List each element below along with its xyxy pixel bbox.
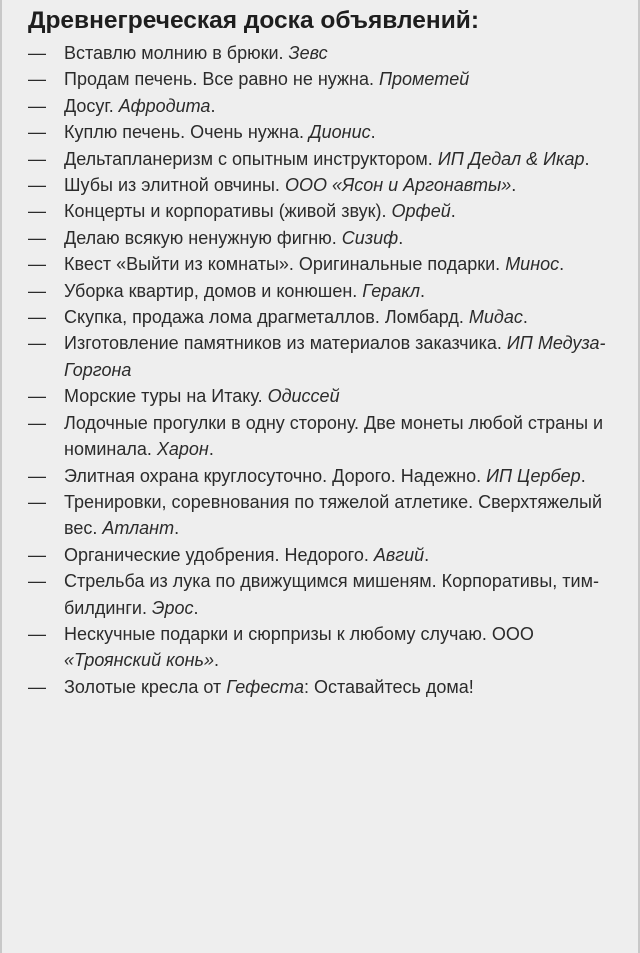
dash-bullet: — <box>28 676 46 697</box>
ad-tail: . <box>398 227 404 248</box>
ad-author: Орфей <box>391 201 451 222</box>
ad-item <box>28 198 632 224</box>
ad-author: «Троянский конь» <box>64 650 214 671</box>
ad-tail: . <box>584 148 590 169</box>
ad-text: Скупка, продажа лома драгметаллов. Ломбард. <box>64 307 464 328</box>
ad-tail: . <box>370 122 376 143</box>
ad-item <box>28 304 632 330</box>
ad-tail: . <box>210 95 216 116</box>
ad-item <box>28 621 632 674</box>
ad-tail: . <box>193 597 199 618</box>
dash-bullet: — <box>28 122 46 143</box>
ad-author: Сизиф <box>341 227 399 248</box>
ad-text: Продам печень. Все равно не нужна. <box>64 69 374 90</box>
ad-tail: . <box>559 254 565 275</box>
ad-item <box>28 568 632 621</box>
ad-author: Авгий <box>373 544 425 565</box>
dash-bullet: — <box>28 201 46 222</box>
dash-bullet: — <box>28 280 46 301</box>
dash-bullet: — <box>28 571 46 592</box>
ad-author: Гефеста <box>226 676 304 697</box>
ad-item <box>28 383 632 409</box>
ad-author: Прометей <box>378 69 470 90</box>
ad-tail: : Оставайтесь дома! <box>303 676 474 697</box>
ad-text: Нескучные подарки и сюрпризы к любому случаю. ООО <box>64 623 534 644</box>
ad-author: ИП Цербер <box>486 465 581 486</box>
ad-text: Вставлю молнию в брюки. <box>64 43 284 63</box>
ad-tail: . <box>419 280 425 301</box>
ad-author: Афродита <box>118 95 211 116</box>
dash-bullet: — <box>28 43 46 63</box>
ad-text: Стрельба из лука по движущимся мишеням. Корпоративы, тим-билдинги. <box>64 571 599 618</box>
ad-author: Геракл <box>362 280 420 301</box>
ad-text: Элитная охрана круглосуточно. Дорого. Надежно. <box>64 465 482 486</box>
ad-item <box>28 40 632 66</box>
ad-author: Дионис <box>308 122 371 143</box>
dash-bullet: — <box>28 544 46 565</box>
ad-tail: . <box>580 465 586 486</box>
ad-item <box>28 330 632 383</box>
ad-text: Морские туры на Итаку. <box>64 386 263 407</box>
ad-item <box>28 674 632 700</box>
ad-tail: . <box>450 201 456 222</box>
dash-bullet: — <box>28 175 46 196</box>
board-title: Древнегреческая доска объявлений: <box>28 7 479 34</box>
ad-text: Концерты и корпоративы (живой звук). <box>64 201 387 222</box>
ad-tail: . <box>511 175 517 196</box>
ad-author: Эрос <box>152 597 194 618</box>
ad-text: Куплю печень. Очень нужна. <box>64 122 304 143</box>
ad-author: Харон <box>156 439 209 460</box>
dash-bullet: — <box>28 148 46 169</box>
ad-item <box>28 119 632 145</box>
dash-bullet: — <box>28 69 46 90</box>
dash-bullet: — <box>28 386 46 407</box>
ad-text: Квест «Выйти из комнаты». Оригинальные подарки. <box>64 254 501 275</box>
ad-author: Атлант <box>102 518 175 539</box>
bulletin-board <box>28 6 632 700</box>
ad-tail: . <box>208 439 214 460</box>
dash-bullet: — <box>28 465 46 486</box>
ad-item <box>28 93 632 119</box>
ad-author: Одиссей <box>267 386 340 407</box>
ad-item <box>28 463 632 489</box>
dash-bullet: — <box>28 491 46 512</box>
ad-item <box>28 542 632 568</box>
ad-item <box>28 146 632 172</box>
ad-author: ИП Медуза-Горгона <box>64 333 606 380</box>
ad-text: Золотые кресла от <box>64 676 222 697</box>
ad-tail: . <box>213 650 219 671</box>
ad-text: Досуг. <box>64 95 114 116</box>
ad-author: Минос <box>505 254 560 275</box>
ad-text: Дельтапланеризм с опытным инструктором. <box>64 148 433 169</box>
ad-item <box>28 172 632 198</box>
ad-text: Уборка квартир, домов и конюшен. <box>64 280 358 301</box>
ad-item <box>28 278 632 304</box>
dash-bullet: — <box>28 412 46 433</box>
ad-text: Шубы из элитной овчины. <box>64 175 280 196</box>
ad-item <box>28 489 632 542</box>
ad-tail: . <box>522 307 528 328</box>
dash-bullet: — <box>28 95 46 116</box>
ad-item <box>28 410 632 463</box>
ad-list <box>28 40 632 700</box>
ad-author: Мидас <box>468 307 523 328</box>
ad-tail: . <box>174 518 180 539</box>
ad-item <box>28 225 632 251</box>
ad-author: Зевс <box>288 43 328 63</box>
ad-text: Изготовление памятников из материалов заказчика. <box>64 333 502 354</box>
ad-text: Делаю всякую ненужную фигню. <box>64 227 337 248</box>
ad-item <box>28 66 632 92</box>
dash-bullet: — <box>28 623 46 644</box>
ad-item <box>28 251 632 277</box>
ad-text: Лодочные прогулки в одну сторону. Две монеты любой страны и номинала. <box>64 412 604 460</box>
ad-author: ООО «Ясон и Аргонавты» <box>284 175 512 196</box>
ad-tail: . <box>424 544 430 565</box>
dash-bullet: — <box>28 333 46 354</box>
dash-bullet: — <box>28 227 46 248</box>
ad-text: Тренировки, соревнования по тяжелой атлетике. Сверхтяжелый вес. <box>64 491 603 539</box>
ad-text: Органические удобрения. Недорого. <box>64 544 369 565</box>
ad-author: ИП Дедал & Икар <box>437 148 585 169</box>
dash-bullet: — <box>28 307 46 328</box>
dash-bullet: — <box>28 254 46 275</box>
